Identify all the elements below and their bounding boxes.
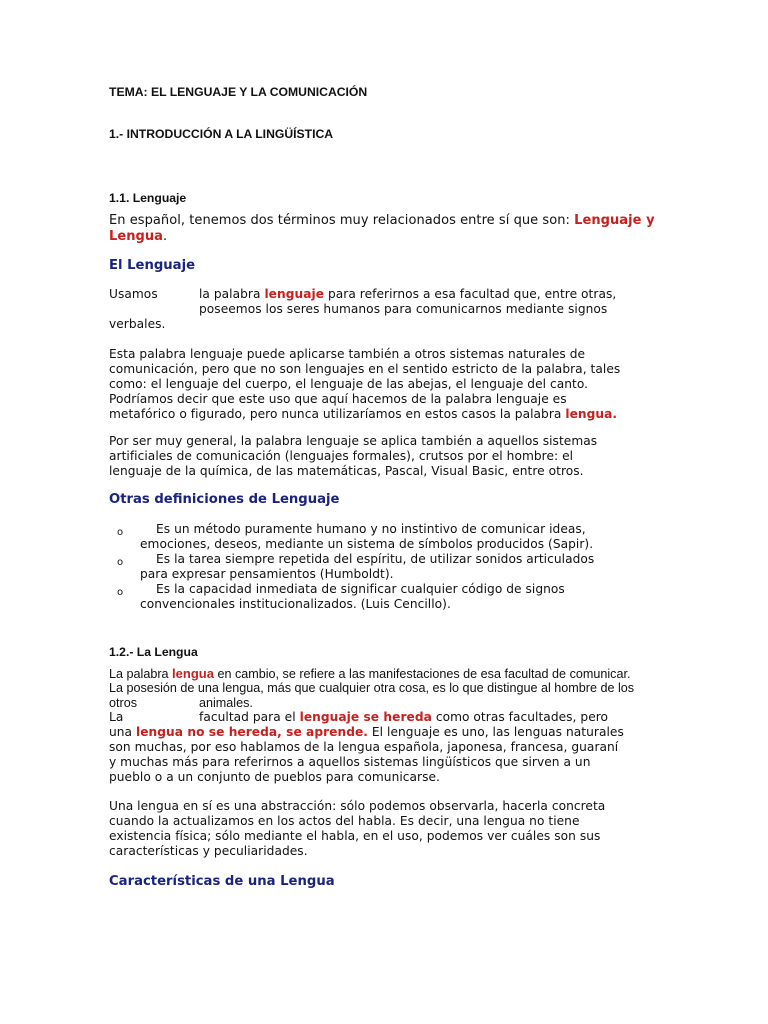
lengua-l5-em: lengua no se hereda, se aprende. bbox=[136, 725, 368, 739]
definition-3-line2: convencionales institucionalizados. (Luis Cencillo). bbox=[140, 597, 451, 611]
subsection-heading-lengua: 1.2.- La Lengua bbox=[109, 645, 198, 659]
p2-line4: Podríamos decir que este uso que aquí hacemos de la palabra lenguaje es bbox=[109, 392, 567, 406]
p3-line3: lenguaje de la química, de las matemáticas, Pascal, Visual Basic, entre otros. bbox=[109, 464, 584, 478]
usamos-em: lenguaje bbox=[264, 287, 325, 301]
lengua-line4b bbox=[199, 710, 608, 725]
intro-text: En español, tenemos dos términos muy relacionados entre sí que son: bbox=[109, 213, 570, 228]
definition-1-line2: emociones, deseos, mediante un sistema de símbolos producidos (Sapir). bbox=[140, 537, 594, 551]
heading-otras-definiciones: Otras definiciones de Lenguaje bbox=[109, 492, 340, 507]
lengua-line3a: otros bbox=[109, 696, 137, 710]
usamos-word: Usamos bbox=[109, 287, 158, 301]
lengua-l4-post: como otras facultades, pero bbox=[435, 710, 609, 724]
p2-line2: comunicación, pero que no son lenguajes en el sentido estricto de la palabra, tales bbox=[109, 362, 621, 376]
lengua-l8: pueblo o a un conjunto de pueblos para comunicarse. bbox=[109, 770, 440, 784]
intro-em-lenguaje: Lenguaje y bbox=[574, 213, 655, 228]
lengua-l4-pre: facultad para el bbox=[199, 710, 296, 724]
document-title: TEMA: EL LENGUAJE Y LA COMUNICACIÓN bbox=[109, 85, 368, 99]
definition-3-line1: Es la capacidad inmediata de significar cualquier código de signos bbox=[156, 582, 565, 596]
p3-line1: Por ser muy general, la palabra lenguaje se aplica también a aquellos sistemas bbox=[109, 434, 598, 448]
paragraph-otros-sistemas bbox=[109, 347, 620, 422]
bullet-icon: o bbox=[117, 527, 124, 538]
bullet-icon: o bbox=[117, 587, 124, 598]
intro-paragraph bbox=[109, 213, 655, 245]
p2-line3: como: el lenguaje del cuerpo, el lenguaje de las abejas, el lenguaje del canto. bbox=[109, 377, 589, 391]
usamos-line1 bbox=[199, 287, 616, 302]
heading-el-lenguaje: El Lenguaje bbox=[109, 258, 196, 273]
paragraph-sistemas-artificiales bbox=[109, 434, 597, 479]
heading-caracteristicas: Características de una Lengua bbox=[109, 874, 335, 889]
p2-line1: Esta palabra lenguaje puede aplicarse también a otros sistemas naturales de bbox=[109, 347, 586, 361]
abstraccion-l1: Una lengua en sí es una abstracción: sólo podemos observarla, hacerla concreta bbox=[109, 799, 606, 813]
lengua-l7: y muchas más para referirnos a aquellos sistemas lingüísticos que sirven a un bbox=[109, 755, 591, 769]
paragraph-abstraccion bbox=[109, 799, 605, 859]
p3-line2: artificiales de comunicación (lenguajes formales), crutsos por el hombre: el bbox=[109, 449, 574, 463]
usamos-post: para referirnos a esa facultad que, entre otras, bbox=[327, 287, 617, 301]
p2-line5-pre: metafórico o figurado, pero nunca utilizaríamos en estos casos la palabra bbox=[109, 407, 562, 421]
definition-1-line1: Es un método puramente humano y no instintivo de comunicar ideas, bbox=[156, 522, 586, 536]
lengua-l6: son muchas, por eso hablamos de la lengua española, japonesa, francesa, guaraní bbox=[109, 740, 619, 754]
bullet-icon: o bbox=[117, 557, 124, 568]
section-heading-introduccion: 1.- INTRODUCCIÓN A LA LINGÜÍSTICA bbox=[109, 127, 334, 141]
abstraccion-l2: cuando la actualizamos en los actos del habla. Es decir, una lengua no tiene bbox=[109, 814, 580, 828]
lengua-l1-pre: La palabra bbox=[109, 667, 169, 681]
lengua-l1-post: en cambio, se refiere a las manifestaciones de esa facultad de comunicar. bbox=[217, 667, 631, 681]
usamos-line2: poseemos los seres humanos para comunicarnos mediante signos bbox=[199, 302, 608, 316]
lengua-l4-em: lenguaje se hereda bbox=[299, 710, 432, 724]
lengua-line4a: La bbox=[109, 710, 124, 724]
lengua-l5-pre: una bbox=[109, 725, 133, 739]
p2-line5-em: lengua. bbox=[565, 407, 618, 421]
lengua-l1-em: lengua bbox=[172, 666, 214, 681]
intro-em-lengua: Lengua bbox=[109, 229, 163, 244]
subsection-heading-lenguaje: 1.1. Lenguaje bbox=[109, 191, 187, 205]
lengua-rest bbox=[109, 725, 624, 785]
usamos-pre: la palabra bbox=[199, 287, 261, 301]
lengua-l5-post: El lenguaje es uno, las lenguas naturales bbox=[371, 725, 624, 739]
intro-end: . bbox=[163, 229, 168, 244]
definition-2-line1: Es la tarea siempre repetida del espíritu, de utilizar sonidos articulados bbox=[156, 552, 595, 566]
usamos-line3: verbales. bbox=[109, 317, 166, 331]
lengua-line2: La posesión de una lengua, más que cualquier otra cosa, es lo que distingue al hombre de los bbox=[109, 681, 635, 695]
definition-2-line2: para expresar pensamientos (Humboldt). bbox=[140, 567, 394, 581]
abstraccion-l4: características y peculiaridades. bbox=[109, 844, 308, 858]
abstraccion-l3: existencia física; sólo mediante el habla, en el uso, podemos ver cuáles son sus bbox=[109, 829, 601, 843]
lengua-line3b: animales. bbox=[199, 696, 253, 710]
